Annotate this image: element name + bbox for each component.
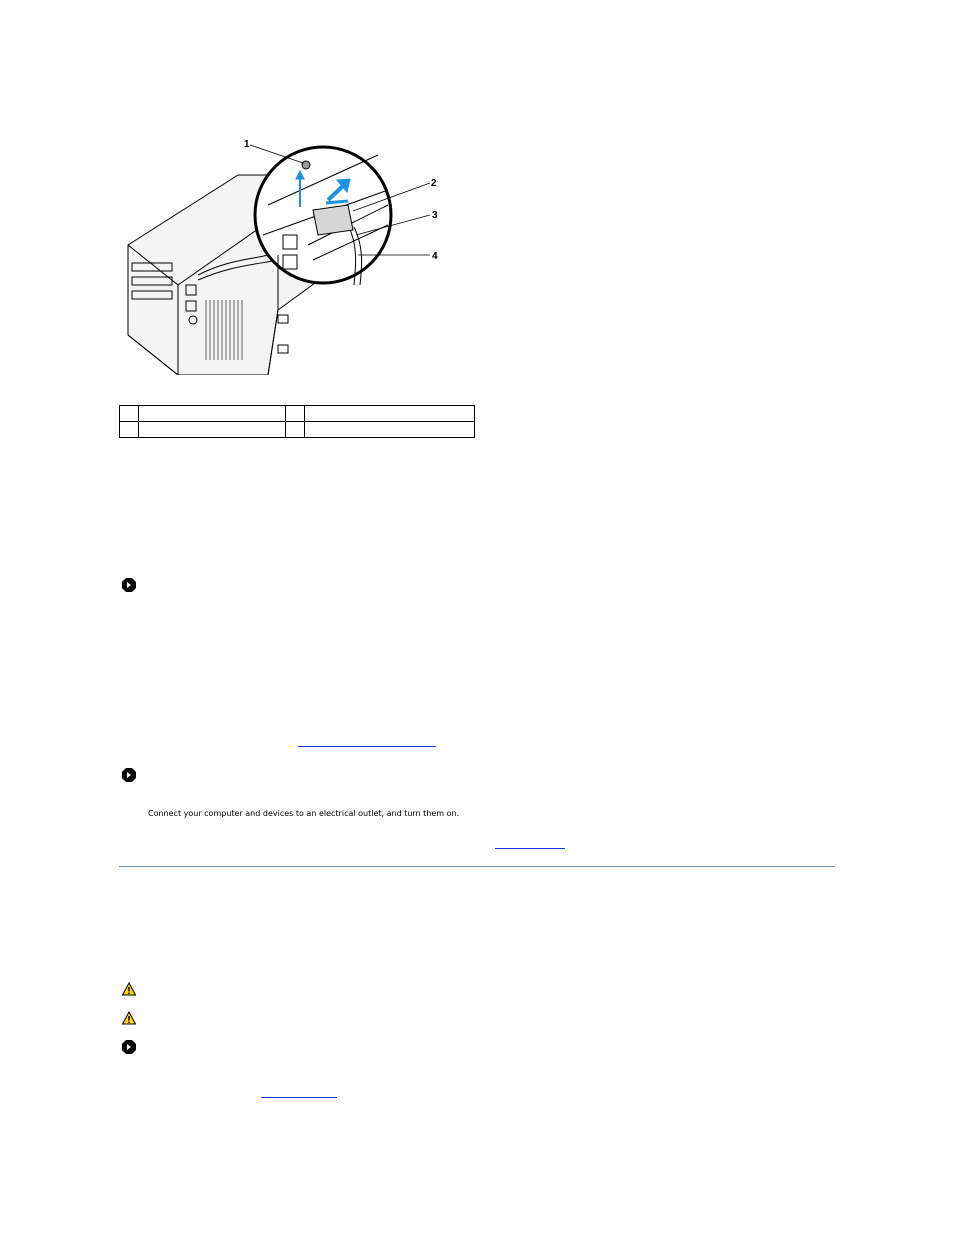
io-panel-removal-illustration [118,135,478,375]
table-row [120,406,475,422]
table-row [120,422,475,438]
step-connect-power-text: Connect your computer and devices to an electrical outlet, and turn them on. [148,809,460,818]
callout-3: 3 [432,210,438,221]
caution-icon [122,982,136,996]
legend-number [120,406,139,422]
legend-label [139,406,286,422]
legend-label [139,422,286,438]
notice-icon [122,578,136,592]
caution-icon [122,1011,136,1025]
legend-number [286,406,305,422]
link-underline[interactable] [298,746,436,747]
legend-label [305,422,475,438]
callout-legend-table [119,405,475,438]
section-divider [119,866,835,867]
notice-icon [122,768,136,782]
link-underline[interactable] [261,1097,337,1098]
callout-4: 4 [432,251,438,262]
link-underline[interactable] [495,848,565,849]
legend-label [305,406,475,422]
notice-icon [122,1040,136,1054]
legend-number [120,422,139,438]
callout-2: 2 [431,178,437,189]
callout-1: 1 [244,139,250,150]
legend-number [286,422,305,438]
